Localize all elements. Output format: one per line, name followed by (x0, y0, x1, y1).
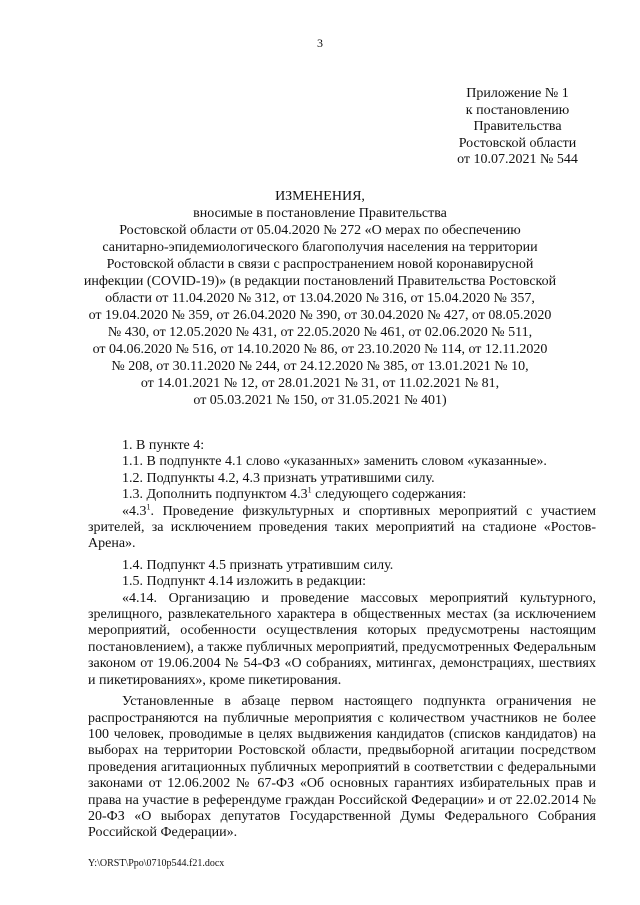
header-line: от 04.06.2020 № 516, от 14.10.2020 № 86, от 23.10.2020 № 114, от 12.11.2020 (92, 342, 548, 357)
paragraph-1-3-tail: следующего содержания: (311, 487, 467, 503)
paragraph-1-5: 1.5. Подпункт 4.14 изложить в редакции: (122, 574, 367, 590)
appendix-line: от 10.07.2021 № 544 (457, 152, 578, 167)
changes-title: ИЗМЕНЕНИЯ, (275, 189, 365, 204)
header-line: от 05.03.2021 № 150, от 31.05.2021 № 401) (193, 393, 447, 408)
appendix-line: Ростовской области (458, 135, 577, 151)
changes-header (80, 188, 560, 409)
superscript: 1 (307, 485, 312, 495)
header-line: № 430, от 12.05.2020 № 431, от 22.05.2020 № 461, от 02.06.2020 № 511, (107, 325, 533, 340)
paragraph-1-2: 1.2. Подпункты 4.2, 4.3 признать утратившими силу. (122, 470, 435, 486)
header-line: от 14.01.2021 № 12, от 28.01.2021 № 31, от 11.02.2021 № 81, (140, 376, 500, 391)
paragraph-limits: Установленные в абзаце первом настоящего подпункта ограничения не распространяются на публичные мероприятия с количеством участников не более 100 человек, проводимые в целях выдвижения кандидатов (списков кандидатов) на выборах на территории Ростовской области, предвыборной агитации посредством проведения агитационных публичных мероприятий в соответствии с федеральными законами от 12.06.2002 № 67-ФЗ «Об основных гарантиях избирательных прав и права на участие в референдуме граждан Российской Федерации» и от 22.02.2014 № 20-ФЗ «О выборах депутатов Государственной Думы Федерального Собрания Российской Федерации». (88, 694, 596, 841)
paragraph-1-3-text: 1.3. Дополнить подпунктом 4.3 (122, 487, 308, 503)
header-line: вносимые в постановление Правительства (193, 206, 447, 221)
page-number: 3 (317, 36, 323, 50)
subpoint-4-3-1-text: . Проведение физкультурных и спортивных мероприятий с участием зрителей, за исключением проведения таких мероприятий на стадионе «Ростов-Арена». (88, 503, 596, 552)
subpoint-4-3-1-number: «4.3 (122, 503, 147, 519)
paragraph-1: 1. В пункте 4: (122, 438, 205, 453)
superscript: 1 (146, 501, 151, 511)
header-line: санитарно-эпидемиологического благополучия населения на территории (102, 240, 538, 255)
file-path-footer: Y:\ORST\Ppo\0710p544.f21.docx (88, 858, 225, 869)
header-line: области от 11.04.2020 № 312, от 13.04.2020 № 316, от 15.04.2020 № 357, (105, 291, 535, 306)
subpoint-4-3-1 (88, 501, 596, 553)
document-body (88, 438, 596, 842)
header-line: Ростовской области в связи с распространением новой коронавирусной (106, 257, 534, 272)
header-line: от 19.04.2020 № 359, от 26.04.2020 № 390, от 30.04.2020 № 427, от 08.05.2020 (88, 308, 552, 323)
appendix-line: к постановлению (465, 102, 570, 118)
header-line: инфекции (COVID-19)» (в редакции постановлений Правительства Ростовской (83, 274, 557, 289)
subpoint-4-14: «4.14. Организацию и проведение массовых мероприятий культурного, зрелищного, развлекательного характера в общественных местах (за исключением мероприятий, особенности осуществления которых предусмотрены настоящим постановлением), а также публичных мероприятий, предусмотренных Федеральным законом от 19.06.2004 № 54-ФЗ «О собраниях, митингах, демонстрациях, шествиях и пикетированиях», кроме пикетирования. (88, 590, 596, 688)
header-line: Ростовской области от 05.04.2020 № 272 «О мерах по обеспечению (119, 223, 521, 238)
appendix-line: Правительства (473, 119, 562, 134)
paragraph-1-4: 1.4. Подпункт 4.5 признать утратившим силу. (122, 557, 394, 573)
paragraph-1-1: 1.1. В подпункте 4.1 слово «указанных» заменить словом «указанные». (122, 454, 547, 470)
paragraph-1-3 (88, 487, 596, 503)
appendix-block (440, 86, 595, 169)
appendix-line: Приложение № 1 (466, 86, 569, 101)
header-line: № 208, от 30.11.2020 № 244, от 24.12.2020 № 385, от 13.01.2021 № 10, (111, 359, 529, 374)
